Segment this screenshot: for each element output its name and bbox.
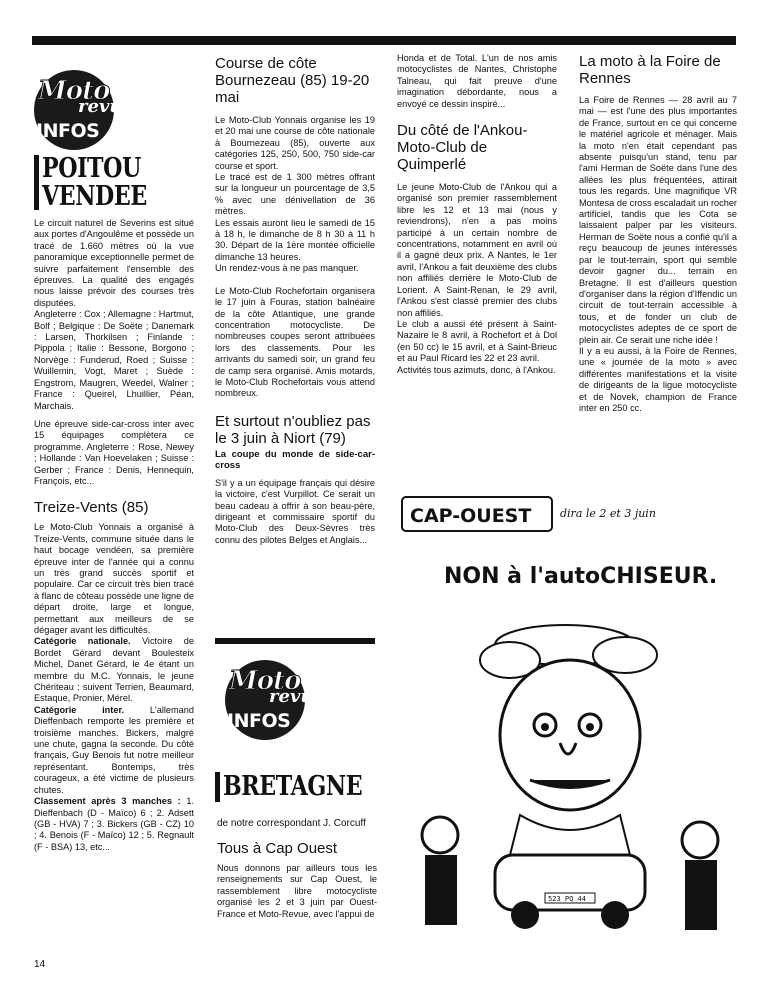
cap-ouest-text: CAP-OUEST — [410, 505, 532, 527]
foire-title: La moto à la Foire de Rennes — [579, 53, 721, 87]
logo-moto-text: Moto — [38, 76, 110, 106]
cartoon-drawing — [400, 495, 738, 945]
car-wheel-left — [511, 901, 539, 929]
region-title-poitou — [42, 155, 147, 211]
column-1 — [34, 218, 194, 860]
rider-right-helmet — [682, 822, 718, 858]
ankou-p1: Le jeune Moto-Club de l'Ankou qui a organisé son premier rassemblement libre les 12 et 13 mai (nous y reviendrons), n'en a pas moins participé à un certain nombre de concentrations, notamment en avril où il a gagné deux prix. A Nantes, le 1er avril, l'Ankou a fait deuxième des clubs non affiliés derrière le Moto-Club de Lorient. A Saint-Renan, le 29 avril, l'Ankou s'est classé premier des clubs non affiliés. — [397, 182, 557, 318]
cap-ouest-cartoon — [400, 495, 738, 945]
dira-text: dira le 2 et 3 juin — [560, 507, 656, 520]
cat-inter-text: L'allemand Dieffenbach remporte les première et troisième manches. Bickers, malgré une chute, gagna la seconde. Du côté français, Guy Benois fut notre meilleur représentant. Bontemps, très courageux, a été victime de plusieurs chutes. — [34, 704, 194, 795]
region-line2: VENDEE — [42, 181, 147, 212]
moto-revue-infos-logo — [34, 70, 144, 150]
region-bar-2 — [215, 772, 220, 802]
logo-moto-text: Moto — [229, 666, 301, 696]
ankou-title: Du côté de l'Ankou-Moto-Club de Quimperlé — [397, 122, 528, 174]
riders-paragraph: Angleterre : Cox ; Allemagne : Hartmut, Bolf ; Belgique : De Soëte ; Danemark : Larsen, Thorkilsen ; Finlande : Pippola ; Italie : Bessone, Borgono ; Norvège : Funderud, Roed ; Suisse : Wuillemin, Vogt, Maret ; Suède : Engstrom, Maugren, Weedel, Walner ; France : Queirel, Lhuillier, Péan, Marchais. — [34, 309, 194, 411]
cap-ouest-title: Tous à Cap Ouest — [217, 840, 338, 857]
classement-text: 1. Dieffenbach (D - Maïco) 6 ; 2. Adsett (GB - HVA) 7 ; 3. Bickers (GB - CZ) 10 ; 4. Benois (F - Maïco) 12 ; 5. Regnault (F - BSA) 13, etc... — [34, 796, 194, 852]
page-number: 14 — [34, 959, 46, 970]
rider-left-helmet — [422, 817, 458, 853]
treize-vents-title: Treize-Vents (85) — [34, 499, 149, 517]
cap-ouest-paragraph: Nous donnons par ailleurs tous les renseignements sur Cap Ouest, le rassemblement libre motocycliste organisé les 2 et 3 juin par Ouest-France et Moto-Revue, avec l'appui de — [217, 863, 377, 919]
bournezeau-title: Course de côte Bournezeau (85) 19-20 mai — [215, 55, 370, 106]
logo-revue-text: revue — [78, 96, 134, 117]
moto-revue-infos-logo-2 — [225, 660, 335, 740]
cat-nat-text: Victoire de Bordet Gérard devant Boulesteix Michel, Danet Gérard, le 4e étant un membre du M.C. Yonnais, le jeune Chériteau ; suivent Terrien, Beaumard, Estaque, Pronier, Mérel. — [34, 636, 194, 704]
rochefort-paragraph: Le Moto-Club Rochefortain organisera le 17 juin à Fouras, station balnéaire de la côte Atlantique, une grande concentration motocycliste. De nombreuses coupes seront attribuées lors des classements. Pour les arrivants du samedi soir, un grand feu de camp sera organisé. Amis motards, le Moto-Club Rochefortais vous attend nombreux. — [215, 285, 375, 399]
region-title-bretagne: BRETAGNE — [223, 771, 363, 802]
logo-revue-text: revue — [269, 686, 325, 707]
logo-infos-text: INFOS — [227, 710, 291, 732]
rider-right-bike — [685, 860, 717, 930]
classement-paragraph — [34, 796, 194, 853]
niort-subtitle: La coupe du monde de side-car-cross — [215, 448, 375, 471]
foire-p2: Il y a eu aussi, à la Foire de Rennes, une « journée de la moto » avec différentes manifestations et la visite de dirigeants de la ligue motocycliste et de Novek, champion de France inter en 250 cc. — [579, 345, 737, 413]
bournezeau-p1: Le Moto-Club Yonnais organise les 19 et 20 mai une course de côte nationale à Bournezeau (85), ouverte aux catégories 125, 250, 500, 750 side-car course et sport. — [215, 115, 375, 171]
foire-p1: La Foire de Rennes — 28 avril au 7 mai — est l'une des plus importantes de France, surtout en ce qui concerne le matériel agricole et ménager. Mais la moto n'en était cependant pas absente puisqu'un stand, tenu par l'ami Herman de Soëte dans l'une des allées les plus fréquentées, attirait tous les regards. Une magnifique VR Montesa de cross escaladait un rocher artificiel, tandis que les Cota se laissaient palper par les visiteurs. Herman de Soëte nous a confié qu'il a reçu beaucoup de jeunes intéressés par le tout-terrain, sport qui semble devoir gagner du... terrain en Bretagne. Il est d'ailleurs question d'organiser dans la région d'Iffendic un circuit de tout-terrain accessible à tous, et de fonder un club de motocyclistes adeptes de ce sport de plein air. Ce serait une riche idée ! — [579, 95, 737, 345]
body — [510, 815, 630, 855]
cat-nat-paragraph — [34, 636, 194, 704]
column-2-top — [215, 55, 375, 553]
niort-paragraph: S'il y a un équipage français qui désire la victoire, c'est Vurpillot. Ce serait un beau cadeau à offrir à son beau-père, dirigeant et commissaire sportif du Moto-Club des Deux-Sèvres très connu des pilotes Belges et Anglais... — [215, 477, 375, 545]
continued-paragraph: Honda et de Total. L'un de nos amis motocyclistes de Nantes, Christophe Talneau, qui fait preuve d'une imagination débordante, nous a envoyé ce dessin inspiré... — [397, 53, 557, 109]
bournezeau-p4: Un rendez-vous à ne pas manquer. — [215, 263, 359, 274]
plate-text: 523 PQ 44 — [548, 895, 586, 903]
column-2-bottom — [217, 818, 377, 927]
right-pupil — [586, 723, 594, 731]
left-pupil — [541, 723, 549, 731]
cat-inter-paragraph — [34, 705, 194, 796]
intro-paragraph: Le circuit naturel de Severins est situé aux portes d'Angoulême et possède un tracé de 1.660 mètres où la vue panoramique exceptionnelle permet de suivre parfaitement l'ensemble des épreuves. La qualité des engagés nous laisse prévoir des courses très disputées. — [34, 218, 194, 308]
region-bar — [34, 155, 39, 210]
niort-title: Et surtout n'oubliez pas le 3 juin à Niort (79) — [215, 412, 371, 447]
bournezeau-p2: Le tracé est de 1 300 mètres offrant sur la longueur un pourcentage de 3,5 % avec une dénivellation de 36 mètres. — [215, 172, 375, 217]
correspondant-line: de notre correspondant J. Corcuff — [217, 818, 366, 829]
treize-vents-paragraph: Le Moto-Club Yonnais a organisé à Treize-Vents, commune située dans le haut bocage vendéen, sa première épreuve inter de l'année qui a connu un très grand succès sportif et populaire. Car ce circuit très bien tracé à flanc de côteau possède une ligne de départ droite, large et longue, permettant aux meilleurs de se dégager avant les difficultés. — [34, 522, 194, 635]
cat-nat-label: Catégorie nationale. — [34, 636, 131, 647]
ankou-p3: Activités tous azimuts, donc, à l'Ankou. — [397, 364, 556, 375]
cat-inter-label: Catégorie inter. — [34, 704, 125, 715]
section-rule — [215, 638, 375, 644]
column-3 — [397, 53, 557, 383]
ankou-p2: Le club a aussi été présent à Saint-Nazaire le 8 avril, à Rochefort et à Dol (en 50 cc) le 15 avril, et à Saint-Brieuc et au Paul Ricard les 22 et 23 avril. — [397, 318, 557, 364]
region-line1: POITOU — [42, 153, 141, 184]
top-rule — [32, 36, 736, 45]
rider-left-bike — [425, 855, 457, 925]
sidecar-paragraph: Une épreuve side-car-cross inter avec 15 équipages complètera ce programme. Angleterre : Rose, Newey ; Hollande : Van Hoevelaken ; Suisse : Gerber ; France : Denis, Hennequin, François, etc... — [34, 418, 194, 486]
bournezeau-p3: Les essais auront lieu le samedi de 15 à 18 h, le dimanche de 8 h 30 à 11 h 30. Départ de la 1ère montée officielle dimanche 13 heures. — [215, 217, 375, 262]
column-4 — [579, 53, 737, 421]
classement-label: Classement après 3 manches : — [34, 796, 181, 807]
car-wheel-right — [601, 901, 629, 929]
logo-infos-text: INFOS — [36, 120, 100, 142]
non-text: NON à l'autoCHISEUR. — [444, 564, 718, 589]
